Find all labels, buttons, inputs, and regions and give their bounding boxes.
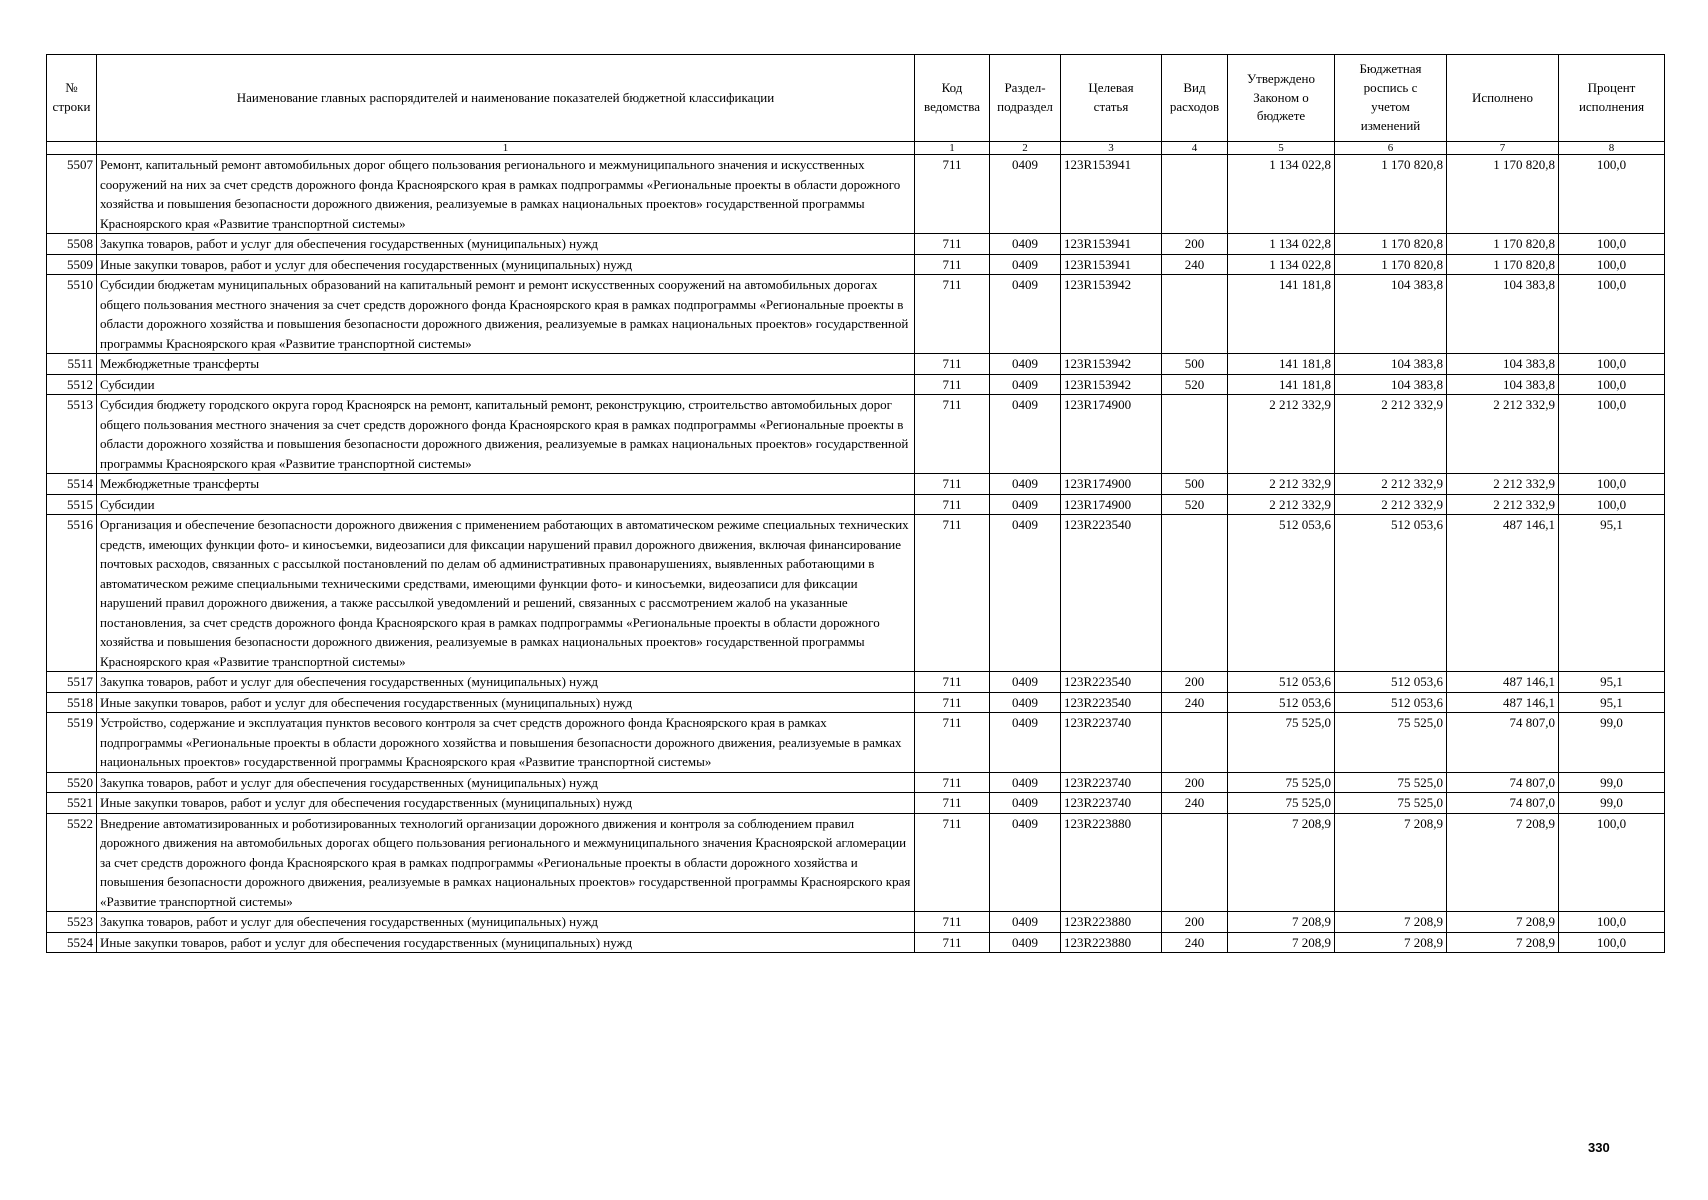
table-row — [47, 793, 1665, 814]
expense-type-cell: 200 — [1162, 672, 1228, 693]
column-number: 8 — [1559, 142, 1665, 155]
executed-cell: 1 170 820,8 — [1447, 155, 1559, 234]
target-cell: 123R153942 — [1061, 374, 1162, 395]
table-row — [47, 354, 1665, 375]
budget-list-cell: 512 053,6 — [1335, 515, 1447, 672]
page-number: 330 — [1588, 1140, 1610, 1155]
row-number-cell: 5521 — [47, 793, 97, 814]
column-number: 1 — [915, 142, 990, 155]
target-cell: 123R174900 — [1061, 474, 1162, 495]
dept-code-cell: 711 — [915, 713, 990, 773]
row-number-cell: 5522 — [47, 813, 97, 912]
approved-cell: 2 212 332,9 — [1228, 474, 1335, 495]
budget-list-cell: 75 525,0 — [1335, 793, 1447, 814]
header-section: Раздел- подраздел — [990, 55, 1061, 142]
dept-code-cell: 711 — [915, 474, 990, 495]
dept-code-cell: 711 — [915, 813, 990, 912]
row-name-cell: Иные закупки товаров, работ и услуг для обеспечения государственных (муниципальных) нужд — [97, 793, 915, 814]
column-number: 3 — [1061, 142, 1162, 155]
target-cell: 123R153942 — [1061, 354, 1162, 375]
budget-list-cell: 512 053,6 — [1335, 672, 1447, 693]
approved-cell: 2 212 332,9 — [1228, 494, 1335, 515]
table-body — [47, 155, 1665, 953]
budget-list-cell: 104 383,8 — [1335, 354, 1447, 375]
expense-type-cell: 200 — [1162, 912, 1228, 933]
dept-code-cell: 711 — [915, 354, 990, 375]
header-percent: Процент исполнения — [1559, 55, 1665, 142]
target-cell: 123R153941 — [1061, 254, 1162, 275]
executed-cell: 104 383,8 — [1447, 354, 1559, 375]
header-approved: Утверждено Законом о бюджете — [1228, 55, 1335, 142]
budget-list-cell: 2 212 332,9 — [1335, 474, 1447, 495]
table-row — [47, 254, 1665, 275]
row-number-cell: 5510 — [47, 275, 97, 354]
budget-list-cell: 75 525,0 — [1335, 772, 1447, 793]
column-number: 7 — [1447, 142, 1559, 155]
expense-type-cell: 200 — [1162, 772, 1228, 793]
budget-list-cell: 7 208,9 — [1335, 813, 1447, 912]
approved-cell: 7 208,9 — [1228, 912, 1335, 933]
target-cell: 123R153941 — [1061, 234, 1162, 255]
row-number-cell: 5513 — [47, 395, 97, 474]
header-budget-list: Бюджетная роспись с учетом изменений — [1335, 55, 1447, 142]
row-name-cell: Закупка товаров, работ и услуг для обеспечения государственных (муниципальных) нужд — [97, 912, 915, 933]
executed-cell: 104 383,8 — [1447, 374, 1559, 395]
row-number-cell: 5518 — [47, 692, 97, 713]
row-name-cell: Субсидии — [97, 494, 915, 515]
header-dept-code: Код ведомства — [915, 55, 990, 142]
executed-cell: 7 208,9 — [1447, 813, 1559, 912]
table-row — [47, 234, 1665, 255]
percent-cell: 100,0 — [1559, 494, 1665, 515]
budget-list-cell: 512 053,6 — [1335, 692, 1447, 713]
executed-cell: 487 146,1 — [1447, 515, 1559, 672]
section-cell: 0409 — [990, 395, 1061, 474]
header-row-no: № строки — [47, 55, 97, 142]
target-cell: 123R223540 — [1061, 515, 1162, 672]
table-row — [47, 932, 1665, 953]
section-cell: 0409 — [990, 275, 1061, 354]
approved-cell: 141 181,8 — [1228, 354, 1335, 375]
table-row — [47, 912, 1665, 933]
row-number-cell: 5511 — [47, 354, 97, 375]
dept-code-cell: 711 — [915, 395, 990, 474]
table-row — [47, 155, 1665, 234]
row-name-cell: Организация и обеспечение безопасности дорожного движения с применением работающих в автоматическом режиме специальных технических средств, имеющих функции фото- и киносъемки, видеозаписи для фиксации нарушений правил дорожного движения, включая финансирование почтовых расходов, связанных с рассылкой постановлений по делам об административных правонарушениях, выявленных работающими в автоматическом режиме специальными техническими средствами, имеющими функции фото- и киносъемки, видеозаписи для фиксации нарушений правил дорожного движения, а также рассылкой уведомлений и решений, связанных с рассмотрением жалоб на указанные постановления, за счет средств дорожного фонда Красноярского края в рамках подпрограммы «Региональные проекты в области дорожного хозяйства и повышения безопасности дорожного движения, реализуемые в рамках национальных проектов» государственной программы Красноярского края «Развитие транспортной системы» — [97, 515, 915, 672]
executed-cell: 7 208,9 — [1447, 932, 1559, 953]
executed-cell: 487 146,1 — [1447, 692, 1559, 713]
percent-cell: 99,0 — [1559, 793, 1665, 814]
percent-cell: 99,0 — [1559, 713, 1665, 773]
expense-type-cell — [1162, 713, 1228, 773]
row-name-cell: Иные закупки товаров, работ и услуг для обеспечения государственных (муниципальных) нужд — [97, 692, 915, 713]
percent-cell: 100,0 — [1559, 254, 1665, 275]
executed-cell: 74 807,0 — [1447, 772, 1559, 793]
expense-type-cell: 500 — [1162, 474, 1228, 495]
row-name-cell: Иные закупки товаров, работ и услуг для обеспечения государственных (муниципальных) нужд — [97, 932, 915, 953]
row-name-cell: Субсидии бюджетам муниципальных образований на капитальный ремонт и ремонт искусственных сооружений на автомобильных дорогах общего пользования местного значения за счет средств дорожного фонда Красноярского края в рамках подпрограммы «Региональные проекты в области дорожного хозяйства и повышения безопасности дорожного движения, реализуемые в рамках национальных проектов» государственной программы Красноярского края «Развитие транспортной системы» — [97, 275, 915, 354]
percent-cell: 100,0 — [1559, 234, 1665, 255]
approved-cell: 7 208,9 — [1228, 932, 1335, 953]
expense-type-cell: 200 — [1162, 234, 1228, 255]
dept-code-cell: 711 — [915, 672, 990, 693]
row-number-cell: 5520 — [47, 772, 97, 793]
budget-table — [46, 54, 1665, 953]
dept-code-cell: 711 — [915, 515, 990, 672]
table-row — [47, 494, 1665, 515]
table-row — [47, 474, 1665, 495]
target-cell: 123R223880 — [1061, 912, 1162, 933]
approved-cell: 75 525,0 — [1228, 713, 1335, 773]
budget-list-cell: 7 208,9 — [1335, 932, 1447, 953]
column-number: 6 — [1335, 142, 1447, 155]
header-row — [47, 55, 1665, 142]
table-row — [47, 275, 1665, 354]
dept-code-cell: 711 — [915, 793, 990, 814]
section-cell: 0409 — [990, 672, 1061, 693]
table-row — [47, 813, 1665, 912]
approved-cell: 75 525,0 — [1228, 793, 1335, 814]
percent-cell: 95,1 — [1559, 672, 1665, 693]
approved-cell: 1 134 022,8 — [1228, 254, 1335, 275]
expense-type-cell — [1162, 395, 1228, 474]
budget-list-cell: 2 212 332,9 — [1335, 494, 1447, 515]
executed-cell: 74 807,0 — [1447, 713, 1559, 773]
row-name-cell: Устройство, содержание и эксплуатация пунктов весового контроля за счет средств дорожного фонда Красноярского края в рамках подпрограммы «Региональные проекты в области дорожного хозяйства и повышения безопасности дорожного движения, реализуемые в рамках национальных проектов» государственной программы Красноярского края «Развитие транспортной системы» — [97, 713, 915, 773]
section-cell: 0409 — [990, 515, 1061, 672]
dept-code-cell: 711 — [915, 254, 990, 275]
executed-cell: 2 212 332,9 — [1447, 474, 1559, 495]
budget-list-cell: 104 383,8 — [1335, 275, 1447, 354]
expense-type-cell — [1162, 813, 1228, 912]
row-number-cell: 5514 — [47, 474, 97, 495]
row-number-cell: 5515 — [47, 494, 97, 515]
executed-cell: 1 170 820,8 — [1447, 234, 1559, 255]
row-number-cell: 5517 — [47, 672, 97, 693]
row-name-cell: Межбюджетные трансферты — [97, 474, 915, 495]
approved-cell: 1 134 022,8 — [1228, 234, 1335, 255]
percent-cell: 100,0 — [1559, 395, 1665, 474]
target-cell: 123R223540 — [1061, 692, 1162, 713]
budget-list-cell: 2 212 332,9 — [1335, 395, 1447, 474]
expense-type-cell: 520 — [1162, 494, 1228, 515]
row-name-cell: Ремонт, капитальный ремонт автомобильных дорог общего пользования регионального и межмуниципального значения и искусственных сооружений на них за счет средств дорожного фонда Красноярского края в рамках подпрограммы «Региональные проекты в области дорожного хозяйства и повышения безопасности дорожного движения, реализуемые в рамках национальных проектов» государственной программы Красноярского края «Развитие транспортной системы» — [97, 155, 915, 234]
row-name-cell: Межбюджетные трансферты — [97, 354, 915, 375]
target-cell: 123R153941 — [1061, 155, 1162, 234]
percent-cell: 95,1 — [1559, 692, 1665, 713]
row-number-cell: 5508 — [47, 234, 97, 255]
percent-cell: 100,0 — [1559, 155, 1665, 234]
row-number-cell: 5523 — [47, 912, 97, 933]
approved-cell: 512 053,6 — [1228, 515, 1335, 672]
section-cell: 0409 — [990, 155, 1061, 234]
target-cell: 123R223740 — [1061, 772, 1162, 793]
expense-type-cell — [1162, 515, 1228, 672]
row-number-cell: 5512 — [47, 374, 97, 395]
executed-cell: 104 383,8 — [1447, 275, 1559, 354]
table-row — [47, 713, 1665, 773]
expense-type-cell: 240 — [1162, 793, 1228, 814]
budget-list-cell: 1 170 820,8 — [1335, 155, 1447, 234]
percent-cell: 99,0 — [1559, 772, 1665, 793]
expense-type-cell: 520 — [1162, 374, 1228, 395]
table-row — [47, 395, 1665, 474]
section-cell: 0409 — [990, 354, 1061, 375]
row-name-cell: Субсидия бюджету городского округа город Красноярск на ремонт, капитальный ремонт, реконструкцию, строительство автомобильных дорог общего пользования местного значения за счет средств дорожного фонда Красноярского края в рамках подпрограммы «Региональные проекты в области дорожного хозяйства и повышения безопасности дорожного движения, реализуемые в рамках национальных проектов» государственной программы Красноярского края «Развитие транспортной системы» — [97, 395, 915, 474]
approved-cell: 2 212 332,9 — [1228, 395, 1335, 474]
percent-cell: 100,0 — [1559, 374, 1665, 395]
percent-cell: 100,0 — [1559, 275, 1665, 354]
executed-cell: 7 208,9 — [1447, 912, 1559, 933]
executed-cell: 74 807,0 — [1447, 793, 1559, 814]
target-cell: 123R223540 — [1061, 672, 1162, 693]
section-cell: 0409 — [990, 494, 1061, 515]
dept-code-cell: 711 — [915, 692, 990, 713]
percent-cell: 100,0 — [1559, 912, 1665, 933]
target-cell: 123R223880 — [1061, 813, 1162, 912]
executed-cell: 487 146,1 — [1447, 672, 1559, 693]
executed-cell: 1 170 820,8 — [1447, 254, 1559, 275]
target-cell: 123R174900 — [1061, 494, 1162, 515]
section-cell: 0409 — [990, 692, 1061, 713]
header-target: Целевая статья — [1061, 55, 1162, 142]
row-number-cell: 5516 — [47, 515, 97, 672]
percent-cell: 100,0 — [1559, 932, 1665, 953]
expense-type-cell: 240 — [1162, 254, 1228, 275]
header-expense-type: Вид расходов — [1162, 55, 1228, 142]
section-cell: 0409 — [990, 374, 1061, 395]
target-cell: 123R223880 — [1061, 932, 1162, 953]
approved-cell: 512 053,6 — [1228, 672, 1335, 693]
column-number: 2 — [990, 142, 1061, 155]
expense-type-cell — [1162, 155, 1228, 234]
dept-code-cell: 711 — [915, 912, 990, 933]
percent-cell: 95,1 — [1559, 515, 1665, 672]
section-cell: 0409 — [990, 254, 1061, 275]
table-row — [47, 515, 1665, 672]
table-row — [47, 692, 1665, 713]
section-cell: 0409 — [990, 713, 1061, 773]
expense-type-cell: 240 — [1162, 692, 1228, 713]
budget-list-cell: 1 170 820,8 — [1335, 254, 1447, 275]
expense-type-cell: 240 — [1162, 932, 1228, 953]
executed-cell: 2 212 332,9 — [1447, 494, 1559, 515]
target-cell: 123R223740 — [1061, 713, 1162, 773]
dept-code-cell: 711 — [915, 932, 990, 953]
target-cell: 123R174900 — [1061, 395, 1162, 474]
budget-list-cell: 75 525,0 — [1335, 713, 1447, 773]
approved-cell: 141 181,8 — [1228, 374, 1335, 395]
dept-code-cell: 711 — [915, 234, 990, 255]
approved-cell: 7 208,9 — [1228, 813, 1335, 912]
section-cell: 0409 — [990, 793, 1061, 814]
row-name-cell: Закупка товаров, работ и услуг для обеспечения государственных (муниципальных) нужд — [97, 672, 915, 693]
table-row — [47, 672, 1665, 693]
column-number — [47, 142, 97, 155]
expense-type-cell — [1162, 275, 1228, 354]
budget-list-cell: 104 383,8 — [1335, 374, 1447, 395]
row-name-cell: Иные закупки товаров, работ и услуг для обеспечения государственных (муниципальных) нужд — [97, 254, 915, 275]
percent-cell: 100,0 — [1559, 474, 1665, 495]
table-row — [47, 374, 1665, 395]
dept-code-cell: 711 — [915, 155, 990, 234]
percent-cell: 100,0 — [1559, 813, 1665, 912]
row-name-cell: Субсидии — [97, 374, 915, 395]
percent-cell: 100,0 — [1559, 354, 1665, 375]
header-name: Наименование главных распорядителей и наименование показателей бюджетной классификации — [97, 55, 915, 142]
row-number-cell: 5507 — [47, 155, 97, 234]
row-name-cell: Закупка товаров, работ и услуг для обеспечения государственных (муниципальных) нужд — [97, 772, 915, 793]
dept-code-cell: 711 — [915, 374, 990, 395]
column-number-row — [47, 142, 1665, 155]
row-number-cell: 5524 — [47, 932, 97, 953]
approved-cell: 1 134 022,8 — [1228, 155, 1335, 234]
budget-list-cell: 7 208,9 — [1335, 912, 1447, 933]
budget-list-cell: 1 170 820,8 — [1335, 234, 1447, 255]
column-number: 5 — [1228, 142, 1335, 155]
dept-code-cell: 711 — [915, 494, 990, 515]
row-number-cell: 5519 — [47, 713, 97, 773]
header-executed: Исполнено — [1447, 55, 1559, 142]
target-cell: 123R223740 — [1061, 793, 1162, 814]
row-name-cell: Внедрение автоматизированных и роботизированных технологий организации дорожного движения и контроля за соблюдением правил дорожного движения на автомобильных дорогах общего пользования регионального и межмуниципального значения Красноярской агломерации за счет средств дорожного фонда Красноярского края в рамках подпрограммы «Региональные проекты в области дорожного хозяйства и повышения безопасности дорожного движения, реализуемые в рамках национальных проектов» государственной программы Красноярского края «Развитие транспортной системы» — [97, 813, 915, 912]
section-cell: 0409 — [990, 813, 1061, 912]
row-name-cell: Закупка товаров, работ и услуг для обеспечения государственных (муниципальных) нужд — [97, 234, 915, 255]
table-row — [47, 772, 1665, 793]
row-number-cell: 5509 — [47, 254, 97, 275]
section-cell: 0409 — [990, 912, 1061, 933]
section-cell: 0409 — [990, 932, 1061, 953]
target-cell: 123R153942 — [1061, 275, 1162, 354]
approved-cell: 512 053,6 — [1228, 692, 1335, 713]
approved-cell: 75 525,0 — [1228, 772, 1335, 793]
approved-cell: 141 181,8 — [1228, 275, 1335, 354]
expense-type-cell: 500 — [1162, 354, 1228, 375]
column-number: 4 — [1162, 142, 1228, 155]
dept-code-cell: 711 — [915, 275, 990, 354]
executed-cell: 2 212 332,9 — [1447, 395, 1559, 474]
section-cell: 0409 — [990, 772, 1061, 793]
section-cell: 0409 — [990, 474, 1061, 495]
section-cell: 0409 — [990, 234, 1061, 255]
column-number: 1 — [97, 142, 915, 155]
budget-sheet — [46, 54, 1664, 953]
dept-code-cell: 711 — [915, 772, 990, 793]
